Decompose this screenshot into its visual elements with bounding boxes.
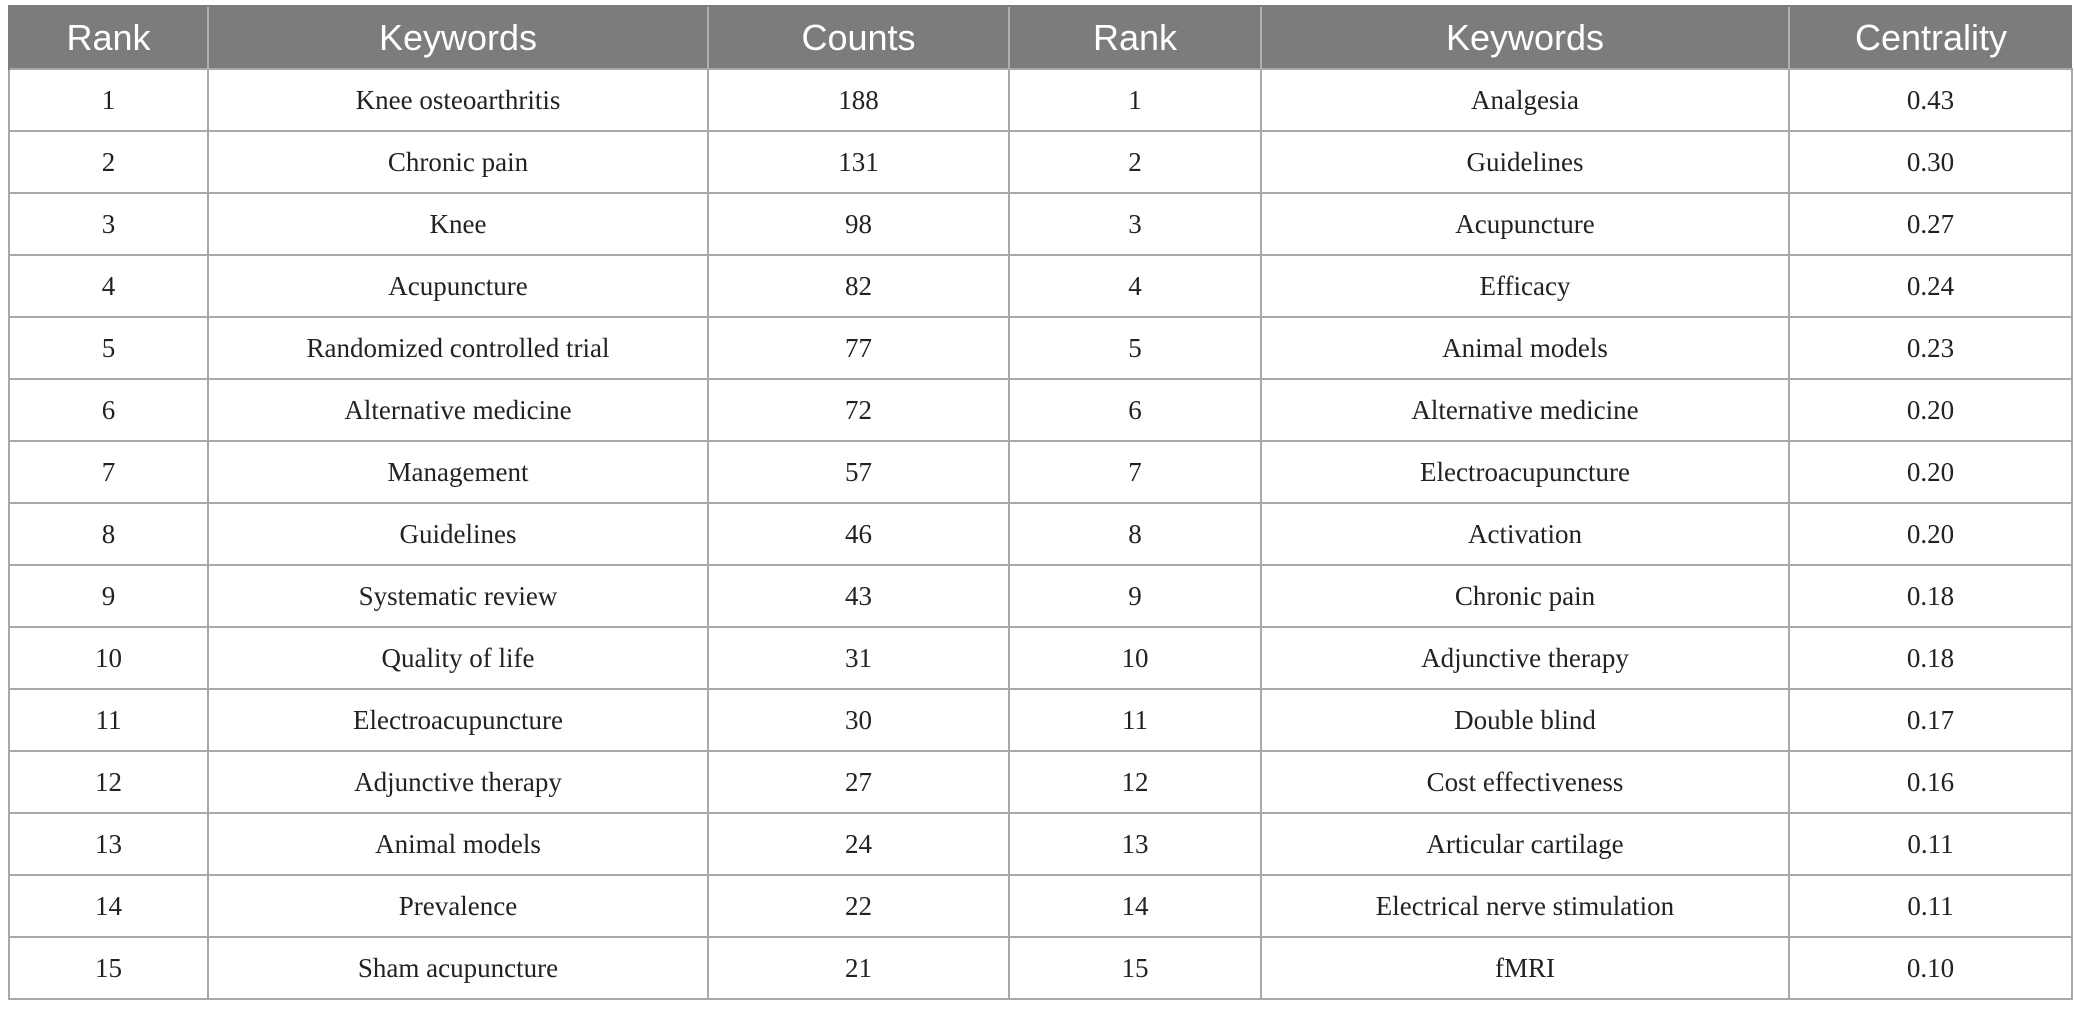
cell-rank-right: 8: [1009, 503, 1261, 565]
cell-keyword-left: Guidelines: [208, 503, 708, 565]
cell-centrality: 0.24: [1789, 255, 2072, 317]
cell-rank-left: 8: [9, 503, 208, 565]
cell-rank-right: 3: [1009, 193, 1261, 255]
header-rank-right: Rank: [1009, 6, 1261, 69]
table-row: [9, 503, 2072, 565]
cell-rank-left: 7: [9, 441, 208, 503]
cell-rank-left: 11: [9, 689, 208, 751]
cell-rank-left: 1: [9, 69, 208, 131]
cell-keyword-left: Knee osteoarthritis: [208, 69, 708, 131]
cell-centrality: 0.20: [1789, 379, 2072, 441]
table-row: [9, 379, 2072, 441]
table-row: [9, 875, 2072, 937]
cell-keyword-right: Chronic pain: [1261, 565, 1789, 627]
cell-keyword-left: Adjunctive therapy: [208, 751, 708, 813]
cell-count: 98: [708, 193, 1009, 255]
cell-keyword-left: Knee: [208, 193, 708, 255]
cell-rank-right: 15: [1009, 937, 1261, 999]
cell-centrality: 0.17: [1789, 689, 2072, 751]
cell-keyword-left: Sham acupuncture: [208, 937, 708, 999]
cell-rank-left: 6: [9, 379, 208, 441]
cell-centrality: 0.11: [1789, 813, 2072, 875]
cell-centrality: 0.30: [1789, 131, 2072, 193]
cell-rank-left: 14: [9, 875, 208, 937]
cell-keyword-right: Animal models: [1261, 317, 1789, 379]
cell-count: 46: [708, 503, 1009, 565]
cell-keyword-left: Acupuncture: [208, 255, 708, 317]
keywords-table-container: [8, 5, 2071, 1000]
table-row: [9, 441, 2072, 503]
cell-keyword-left: Prevalence: [208, 875, 708, 937]
cell-count: 30: [708, 689, 1009, 751]
cell-keyword-right: fMRI: [1261, 937, 1789, 999]
cell-rank-right: 7: [1009, 441, 1261, 503]
cell-rank-right: 12: [1009, 751, 1261, 813]
cell-rank-right: 5: [1009, 317, 1261, 379]
header-keywords-right: Keywords: [1261, 6, 1789, 69]
cell-centrality: 0.16: [1789, 751, 2072, 813]
cell-count: 77: [708, 317, 1009, 379]
cell-centrality: 0.27: [1789, 193, 2072, 255]
table-row: [9, 751, 2072, 813]
header-centrality: Centrality: [1789, 6, 2072, 69]
cell-rank-right: 11: [1009, 689, 1261, 751]
table-body: [9, 69, 2072, 999]
cell-keyword-right: Articular cartilage: [1261, 813, 1789, 875]
cell-rank-left: 9: [9, 565, 208, 627]
cell-rank-left: 3: [9, 193, 208, 255]
cell-count: 131: [708, 131, 1009, 193]
table-row: [9, 255, 2072, 317]
cell-centrality: 0.20: [1789, 441, 2072, 503]
cell-keyword-left: Systematic review: [208, 565, 708, 627]
cell-keyword-right: Adjunctive therapy: [1261, 627, 1789, 689]
cell-keyword-right: Alternative medicine: [1261, 379, 1789, 441]
cell-rank-left: 12: [9, 751, 208, 813]
cell-rank-left: 13: [9, 813, 208, 875]
cell-rank-left: 4: [9, 255, 208, 317]
header-rank-left: Rank: [9, 6, 208, 69]
cell-rank-left: 5: [9, 317, 208, 379]
cell-count: 188: [708, 69, 1009, 131]
cell-rank-right: 9: [1009, 565, 1261, 627]
cell-centrality: 0.18: [1789, 565, 2072, 627]
cell-keyword-right: Cost effectiveness: [1261, 751, 1789, 813]
cell-centrality: 0.23: [1789, 317, 2072, 379]
cell-rank-right: 1: [1009, 69, 1261, 131]
cell-keyword-right: Electrical nerve stimulation: [1261, 875, 1789, 937]
header-counts: Counts: [708, 6, 1009, 69]
cell-keyword-left: Electroacupuncture: [208, 689, 708, 751]
cell-keyword-left: Randomized controlled trial: [208, 317, 708, 379]
cell-rank-right: 6: [1009, 379, 1261, 441]
cell-count: 82: [708, 255, 1009, 317]
table-row: [9, 813, 2072, 875]
cell-keyword-left: Alternative medicine: [208, 379, 708, 441]
cell-centrality: 0.11: [1789, 875, 2072, 937]
table-row: [9, 131, 2072, 193]
table-row: [9, 69, 2072, 131]
cell-rank-right: 2: [1009, 131, 1261, 193]
cell-rank-left: 10: [9, 627, 208, 689]
cell-keyword-right: Efficacy: [1261, 255, 1789, 317]
cell-keyword-right: Analgesia: [1261, 69, 1789, 131]
cell-rank-right: 13: [1009, 813, 1261, 875]
cell-keyword-left: Animal models: [208, 813, 708, 875]
header-row: [9, 6, 2072, 69]
cell-count: 43: [708, 565, 1009, 627]
cell-keyword-left: Management: [208, 441, 708, 503]
cell-count: 72: [708, 379, 1009, 441]
cell-keyword-right: Electroacupuncture: [1261, 441, 1789, 503]
cell-keyword-left: Quality of life: [208, 627, 708, 689]
header-keywords-left: Keywords: [208, 6, 708, 69]
table-row: [9, 937, 2072, 999]
cell-rank-right: 14: [1009, 875, 1261, 937]
table-header: [9, 6, 2072, 69]
cell-count: 22: [708, 875, 1009, 937]
cell-keyword-right: Double blind: [1261, 689, 1789, 751]
table-row: [9, 627, 2072, 689]
cell-keyword-right: Guidelines: [1261, 131, 1789, 193]
cell-count: 21: [708, 937, 1009, 999]
table-row: [9, 689, 2072, 751]
keywords-table: [8, 5, 2073, 1000]
cell-centrality: 0.18: [1789, 627, 2072, 689]
cell-rank-left: 2: [9, 131, 208, 193]
cell-centrality: 0.43: [1789, 69, 2072, 131]
cell-rank-left: 15: [9, 937, 208, 999]
cell-count: 31: [708, 627, 1009, 689]
cell-count: 27: [708, 751, 1009, 813]
cell-keyword-right: Acupuncture: [1261, 193, 1789, 255]
table-row: [9, 317, 2072, 379]
cell-rank-right: 10: [1009, 627, 1261, 689]
cell-keyword-right: Activation: [1261, 503, 1789, 565]
cell-rank-right: 4: [1009, 255, 1261, 317]
cell-keyword-left: Chronic pain: [208, 131, 708, 193]
cell-centrality: 0.10: [1789, 937, 2072, 999]
table-row: [9, 565, 2072, 627]
cell-centrality: 0.20: [1789, 503, 2072, 565]
cell-count: 57: [708, 441, 1009, 503]
cell-count: 24: [708, 813, 1009, 875]
table-row: [9, 193, 2072, 255]
